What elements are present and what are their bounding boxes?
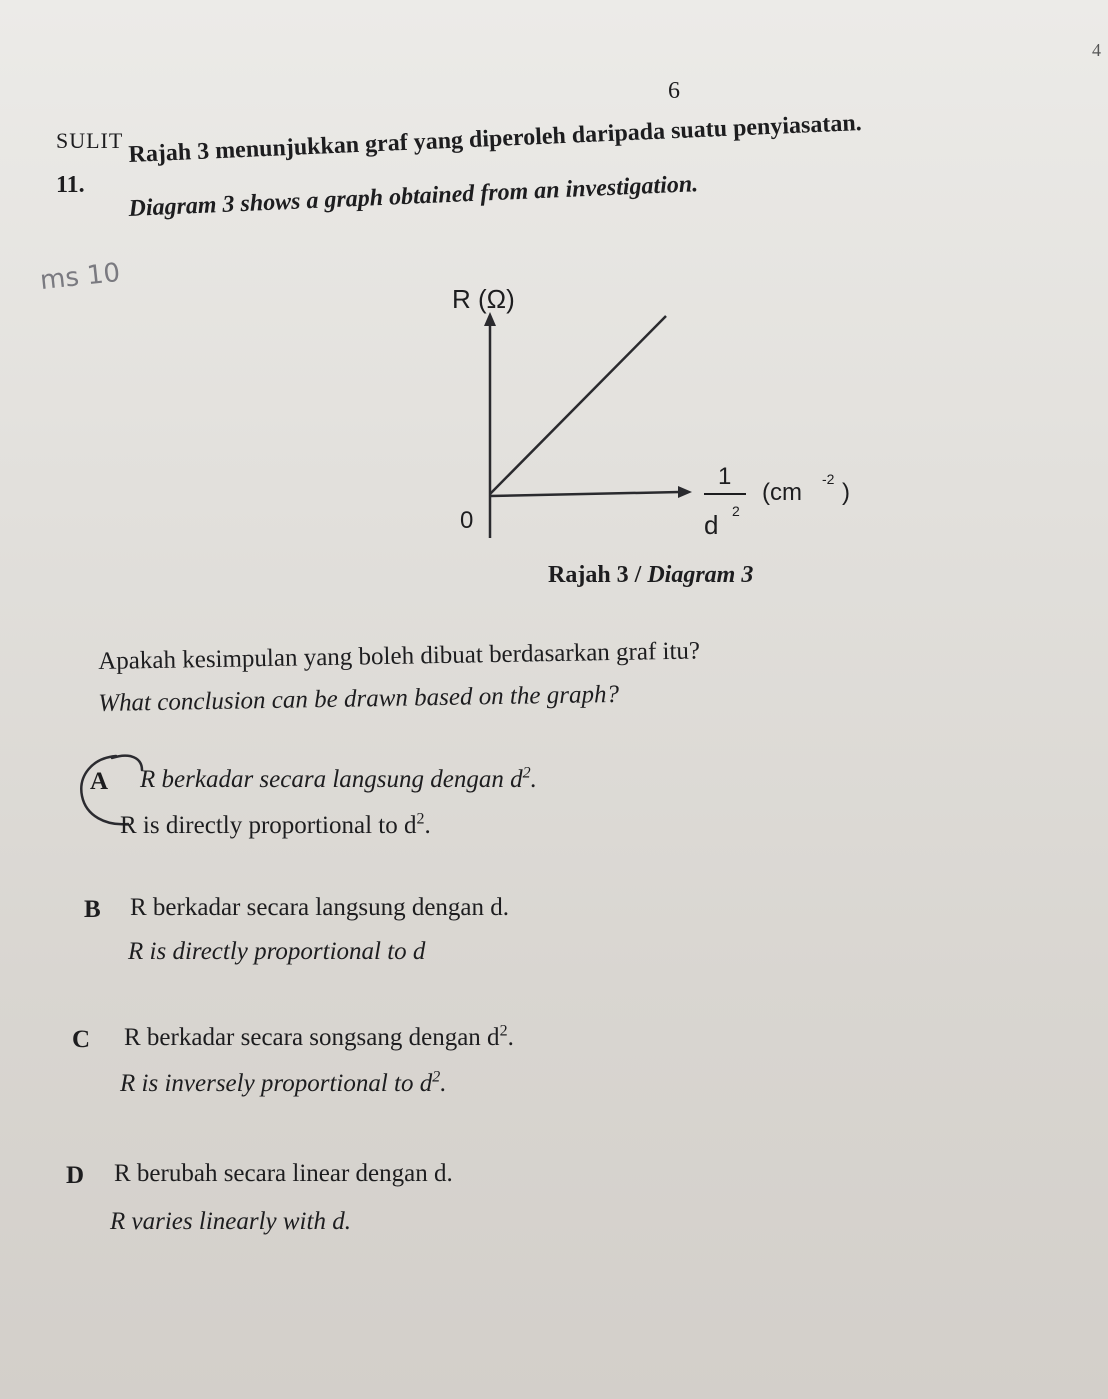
option-b-english: R is directly proportional to d <box>128 938 426 965</box>
prompt-english: What conclusion can be drawn based on the graph? <box>98 680 620 717</box>
option-b-letter[interactable]: B <box>84 896 101 923</box>
question-stem-english: Diagram 3 shows a graph obtained from an investigation. <box>128 171 699 222</box>
classification-label: SULIT <box>56 128 124 153</box>
option-c-english: R is inversely proportional to $d^2$. <box>120 1068 447 1097</box>
option-b-malay: R berkadar secara langsung dengan d. <box>130 894 510 921</box>
option-d-letter[interactable]: D <box>66 1162 85 1189</box>
diagram-caption-malay: Rajah 3 / <box>548 562 642 588</box>
option-c-malay: R berkadar secara songsang dengan $d^2$. <box>124 1022 514 1051</box>
x-axis <box>490 492 680 496</box>
y-axis-arrowhead <box>484 312 496 326</box>
option-d-malay: R berubah secara linear dengan d. <box>114 1160 453 1187</box>
question-stem-malay: Rajah 3 menunjukkan graf yang diperoleh daripada suatu penyiasatan. <box>128 109 863 168</box>
diagram-caption-english: Diagram 3 <box>647 562 754 588</box>
option-c-letter[interactable]: C <box>72 1026 91 1053</box>
y-axis-label: R (Ω) <box>452 284 515 314</box>
page-number: 6 <box>668 78 680 104</box>
diagram-caption <box>548 562 753 589</box>
question-number: 11. <box>56 172 85 198</box>
option-a-letter[interactable]: A <box>90 768 109 795</box>
series-line <box>490 316 666 494</box>
x-axis-label-numerator: 1 <box>718 463 732 490</box>
origin-label: 0 <box>460 507 474 534</box>
option-a-malay: R berkadar secara langsung dengan $d^2$. <box>140 764 537 793</box>
x-axis-unit-exponent: -2 <box>822 471 835 487</box>
x-axis-unit-close: ) <box>842 479 850 506</box>
x-axis-arrowhead <box>678 486 692 498</box>
x-axis-label-denominator: d <box>704 510 719 540</box>
corner-mark: 4 <box>1092 40 1101 60</box>
option-a-english: R is directly proportional to $d^2$. <box>120 810 431 839</box>
graph <box>440 270 880 560</box>
option-d-english: R varies linearly with d. <box>110 1208 351 1235</box>
x-axis-label-denominator-exponent: 2 <box>732 503 740 519</box>
x-axis-unit: (cm <box>762 479 802 506</box>
handwritten-note: ms 10 <box>38 257 122 297</box>
prompt-malay: Apakah kesimpulan yang boleh dibuat berdasarkan graf itu? <box>98 637 701 675</box>
